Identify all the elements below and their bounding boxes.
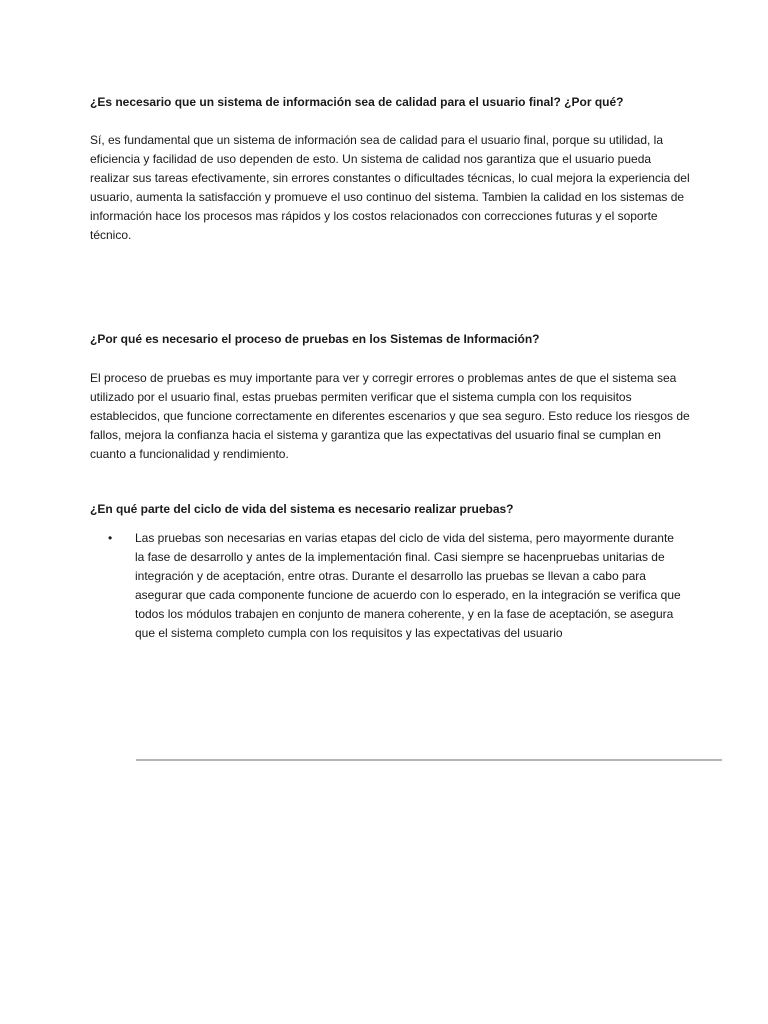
answer-1-paragraph: Sí, es fundamental que un sistema de información sea de calidad para el usuario final, porque su utilidad, la eficiencia y facilidad de uso dependen de esto. Un sistema de calidad nos garantiza que el usuario pueda realizar sus tareas efectivamente, sin errores constantes o dificultades técnicas, lo cual mejora la experiencia del usuario, aumenta la satisfacción y promueve el uso continuo del sistema. Tambien la calidad en los sistemas de información hace los procesos mas rápidos y los costos relacionados con correcciones futuras y el soporte técnico. [90, 133, 690, 242]
horizontal-rule [136, 759, 722, 761]
question-3-heading: ¿En qué parte del ciclo de vida del sistema es necesario realizar pruebas? [90, 502, 514, 516]
bullet-icon: • [108, 531, 113, 545]
answer-2-paragraph: El proceso de pruebas es muy importante para ver y corregir errores o problemas antes de que el sistema sea utilizado por el usuario final, estas pruebas permiten verificar que el sistema cumpla con los requisitos establecidos, que funcione correctamente en diferentes escenarios y que sea seguro. Esto reduce los riesgos de fallos, mejora la confianza hacia el sistema y garantiza que las expectativas del usuario final se cumplan en cuanto a funcionalidad y rendimiento. [90, 371, 690, 461]
answer-3-paragraph: Las pruebas son necesarias en varias etapas del ciclo de vida del sistema, pero mayormente durante la fase de desarrollo y antes de la implementación final. Casi siempre se hacenpruebas unitarias de integración y de aceptación, entre otras. Durante el desarrollo las pruebas se llevan a cabo para asegurar que cada componente funcione de acuerdo con lo esperado, en la integración se verifica que todos los módulos trabajen en conjunto de manera coherente, y en la fase de aceptación, se asegura que el sistema completo cumpla con los requisitos y las expectativas del usuario [135, 531, 681, 640]
question-1-heading: ¿Es necesario que un sistema de información sea de calidad para el usuario final? ¿Por qué? [90, 95, 624, 109]
question-2-heading: ¿Por qué es necesario el proceso de pruebas en los Sistemas de Información? [90, 332, 540, 346]
